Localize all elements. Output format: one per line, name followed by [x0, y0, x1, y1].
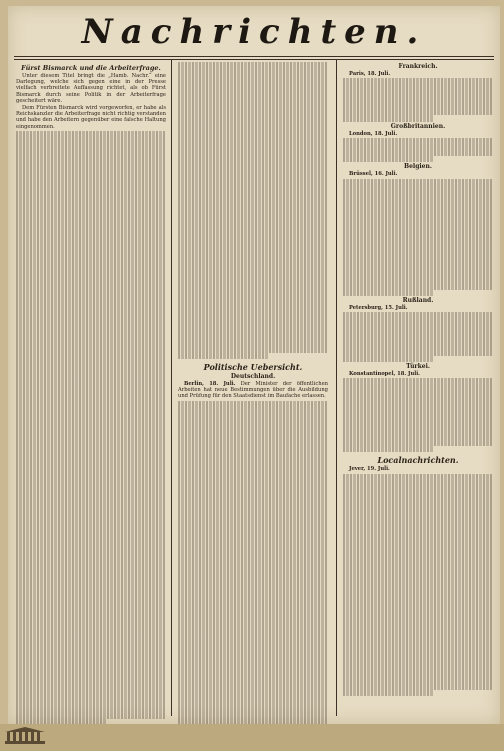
dateline: Brüssel, 16. Juli. [349, 171, 398, 178]
region-heading: Großbritannien. [390, 122, 446, 130]
dateline: Jever, 19. Juli. [349, 466, 390, 473]
text-body [178, 401, 328, 748]
masthead-rule [14, 56, 494, 57]
text-line [343, 356, 433, 362]
column-divider [336, 60, 337, 716]
text-line [343, 156, 433, 162]
scan-footer [0, 724, 504, 751]
region-heading: Frankreich. [398, 63, 438, 70]
paragraph [178, 381, 328, 400]
region-heading: Rußland. [402, 297, 434, 305]
paragraph [343, 371, 493, 377]
text-line [178, 353, 268, 359]
text-line [343, 690, 433, 696]
masthead: Nachrichten. [81, 12, 427, 52]
text-body [178, 62, 328, 359]
library-logo-icon [4, 726, 46, 746]
column-divider [171, 60, 172, 716]
paragraph-text: Der Minister der öffentlichen Arbeiten hat neue Bestimmungen über die Ausbildung und Prüfung für den Staatsdienst im Baufache erlassen. [178, 381, 328, 400]
dateline: Berlin, 18. Juli. [184, 381, 236, 387]
column-right [343, 62, 493, 696]
region-heading: Belgien. [404, 163, 432, 171]
paragraph [343, 305, 493, 311]
text-body [16, 131, 166, 725]
newspaper-page [8, 6, 500, 724]
section-title: Localnachrichten. [377, 455, 459, 466]
dateline: Petersburg, 15. Juli. [349, 305, 408, 312]
article-headline: Fürst Bismarck und die Arbeiterfrage. [21, 64, 161, 72]
text-line [343, 290, 433, 296]
column-middle [178, 62, 328, 747]
paragraph [343, 131, 493, 137]
region-heading: Türkei. [406, 362, 430, 370]
text-line [343, 446, 433, 452]
paragraph [343, 466, 493, 472]
text-line [343, 115, 433, 121]
dateline: Paris, 18. Juli. [349, 71, 391, 77]
masthead-rule-double [14, 59, 494, 60]
paragraph [343, 171, 493, 177]
paragraph [343, 71, 493, 77]
paragraph: Dem Fürsten Bismarck wird vorgeworfen, er habe als Reichskanzler die Arbeiterfrage nicht richtig verstanden und habe den Arbeitern gegenüber eine falsche Haltung eingenommen. [16, 105, 166, 130]
dateline: Konstantinopel, 18. Juli. [349, 370, 420, 377]
paragraph: Unter diesem Titel bringt die „Hamb. Nachr.“ eine Darlegung, welche sich gegen eine in der Presse vielfach verbreitete Auffassung richtet, als ob Fürst Bismarck durch seine Politik in der Arbeiterfrage gescheitert wäre. [16, 73, 166, 104]
column-left [16, 62, 166, 725]
dateline: London, 18. Juli. [349, 130, 398, 137]
region-heading: Deutschland. [230, 373, 276, 380]
section-title: Politische Uebersicht. [203, 362, 303, 372]
